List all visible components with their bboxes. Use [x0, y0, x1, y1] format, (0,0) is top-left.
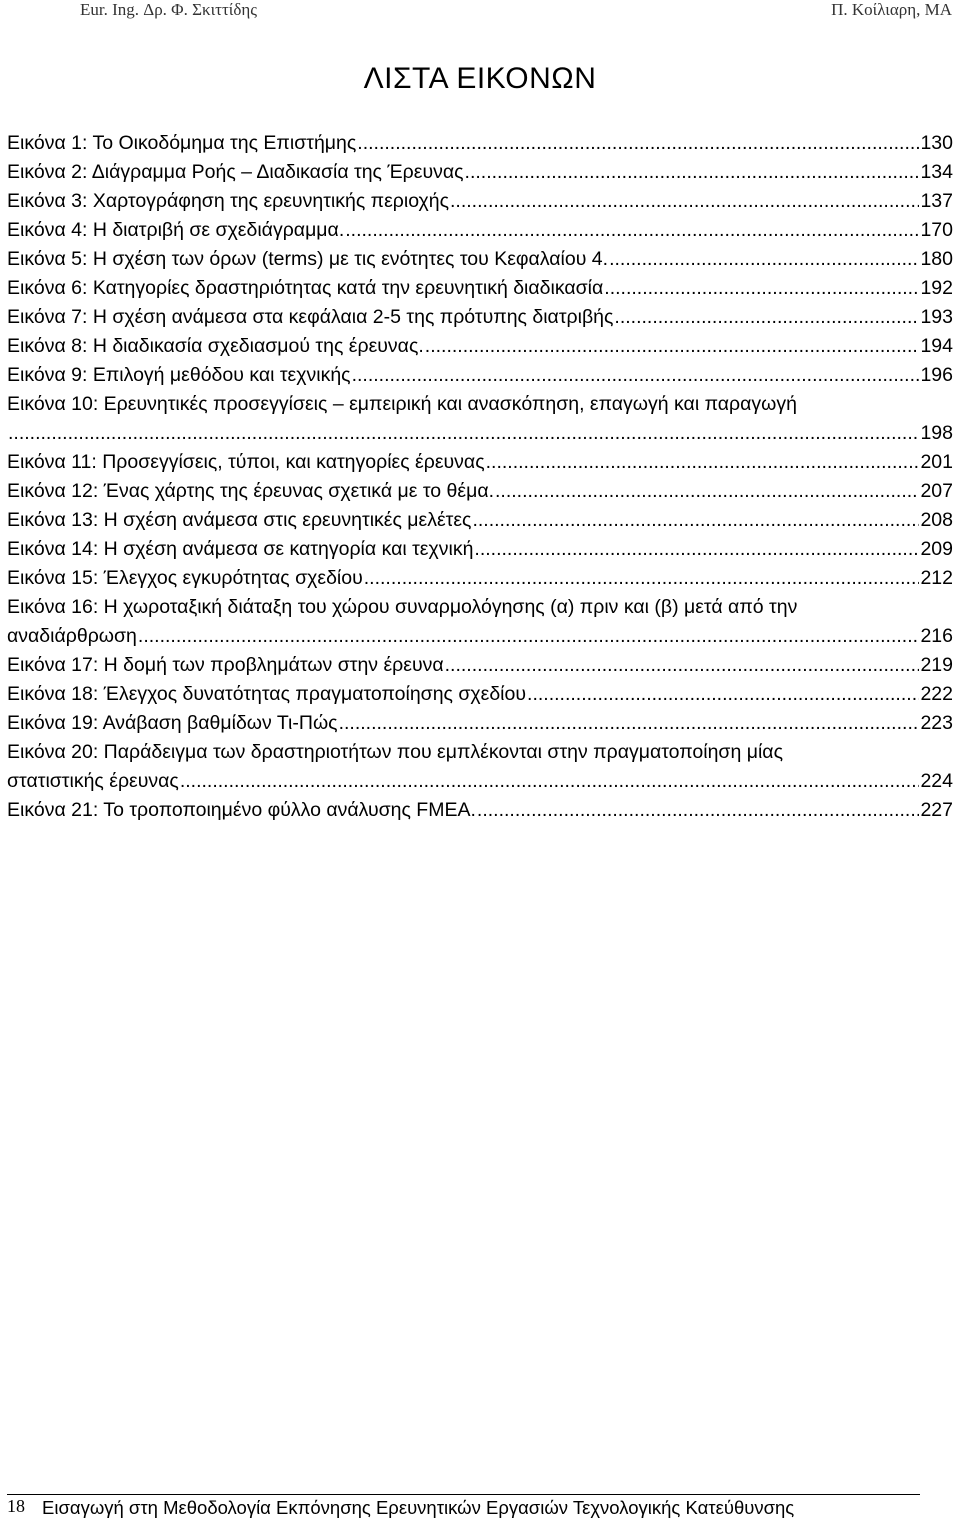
figure-entry-title: Εικόνα 10: Ερευνητικές προσεγγίσεις – εμπειρική και ανασκόπηση, επαγωγή και παραγωγή: [7, 393, 797, 415]
figure-entry-page: 134: [920, 161, 953, 183]
figure-entry-line: [7, 187, 953, 216]
figure-entry-line: [7, 767, 953, 796]
figure-entry-line: [7, 651, 953, 680]
figure-entry[interactable]: [7, 593, 953, 651]
figure-entry-page: 227: [920, 799, 953, 821]
figure-entry-title: Εικόνα 6: Κατηγορίες δραστηριότητας κατά την ερευνητική διαδικασία: [7, 277, 604, 299]
figure-entry[interactable]: [7, 506, 953, 535]
figure-entry-page: 137: [920, 190, 953, 212]
figure-entry-page: 180: [920, 248, 953, 270]
figure-entry[interactable]: [7, 680, 953, 709]
figure-entry-line: [7, 680, 953, 709]
figure-entry-line: [7, 332, 953, 361]
dot-leader: [357, 129, 919, 158]
figure-entry-page: 212: [920, 567, 953, 589]
figure-entry[interactable]: [7, 129, 953, 158]
dot-leader: [486, 448, 920, 477]
footer-page-number: 18: [7, 1496, 25, 1516]
figure-entry-line: [7, 448, 953, 477]
dot-leader: [465, 158, 920, 187]
figure-entry-line: [7, 535, 953, 564]
dot-leader: [138, 622, 920, 651]
dot-leader: [472, 506, 919, 535]
figure-entry-line: [7, 419, 953, 448]
figure-entry-page: 170: [920, 219, 953, 241]
figure-entry-title: Εικόνα 19: Ανάβαση βαθμίδων Τι-Πώς: [7, 712, 338, 734]
dot-leader: [495, 477, 919, 506]
dot-leader: [352, 361, 920, 390]
figure-entry-title: Εικόνα 20: Παράδειγμα των δραστηριοτήτων που εμπλέκονται στην πραγματοποίηση μίας: [7, 741, 783, 763]
figure-entry-title: Εικόνα 1: Το Οικοδόμημα της Επιστήμης: [7, 132, 357, 154]
figure-entry-line: [7, 361, 953, 390]
figure-entry-page: 216: [920, 625, 953, 647]
dot-leader: [364, 564, 920, 593]
figure-entry-line: [7, 709, 953, 738]
figure-entry-page: 223: [920, 712, 953, 734]
figure-entry-page: 130: [920, 132, 953, 154]
figure-entry-title: Εικόνα 18: Έλεγχος δυνατότητας πραγματοποίησης σχεδίου: [7, 683, 527, 705]
header-author-left: Eur. Ing. Δρ. Φ. Σκιττίδης: [80, 0, 258, 19]
figure-entry-line: [7, 622, 953, 651]
figure-entry-line: [7, 274, 953, 303]
dot-leader: [604, 274, 919, 303]
figure-entry-line: [7, 506, 953, 535]
figure-entry-title: Εικόνα 17: Η δομή των προβλημάτων στην έρευνα: [7, 654, 444, 676]
dot-leader: [8, 419, 919, 448]
dot-leader: [425, 332, 920, 361]
list-of-figures: [7, 129, 953, 825]
figure-entry[interactable]: [7, 796, 953, 825]
figure-entry-title: Εικόνα 11: Προσεγγίσεις, τύποι, και κατηγορίες έρευνας: [7, 451, 485, 473]
figure-entry-title: Εικόνα 8: Η διαδικασία σχεδιασμού της έρευνας.: [7, 335, 424, 357]
figure-entry-title: Εικόνα 9: Επιλογή μεθόδου και τεχνικής: [7, 364, 351, 386]
figure-entry-title: Εικόνα 4: Η διατριβή σε σχεδιάγραμμα.: [7, 219, 345, 241]
running-header: [80, 0, 952, 24]
footer-book-title: Εισαγωγή στη Μεθοδολογία Εκπόνησης Ερευνητικών Εργασιών Τεχνολογικής Κατεύθυνσης: [42, 1497, 795, 1518]
figure-entry-page: 219: [920, 654, 953, 676]
figure-entry-continuation: αναδιάρθρωση: [7, 625, 137, 647]
dot-leader: [474, 535, 919, 564]
figure-entry[interactable]: [7, 158, 953, 187]
figure-entry-title: Εικόνα 2: Διάγραμμα Ροής – Διαδικασία της Έρευνας: [7, 161, 464, 183]
figure-entry[interactable]: [7, 303, 953, 332]
figure-entry-title: Εικόνα 16: Η χωροταξική διάταξη του χώρου συναρμολόγησης (α) πριν και (β) μετά από την: [7, 596, 798, 618]
figure-entry[interactable]: [7, 448, 953, 477]
dot-leader: [614, 303, 919, 332]
figure-entry-title: Εικόνα 15: Έλεγχος εγκυρότητας σχεδίου: [7, 567, 363, 589]
figure-entry[interactable]: [7, 738, 953, 796]
figure-entry-line: [7, 796, 953, 825]
figure-entry-page: 194: [920, 335, 953, 357]
dot-leader: [180, 767, 920, 796]
dot-leader: [450, 187, 919, 216]
figure-entry[interactable]: [7, 361, 953, 390]
figure-entry-page: 222: [920, 683, 953, 705]
figure-entry-title: Εικόνα 14: Η σχέση ανάμεσα σε κατηγορία και τεχνική: [7, 538, 474, 560]
figure-entry-line: [7, 245, 953, 274]
figure-entry-page: 201: [920, 451, 953, 473]
figure-entry-page: 193: [920, 306, 953, 328]
page-title: ΛΙΣΤΑ ΕΙΚΟΝΩΝ: [363, 62, 597, 95]
figure-entry[interactable]: [7, 245, 953, 274]
figure-entry-title: Εικόνα 13: Η σχέση ανάμεσα στις ερευνητικές μελέτες: [7, 509, 472, 531]
dot-leader: [527, 680, 919, 709]
figure-entry-continuation: στατιστικής έρευνας: [7, 770, 179, 792]
header-author-right: Π. Κοίλιαρη, ΜΑ: [831, 0, 952, 19]
figure-entry-page: 209: [920, 538, 953, 560]
figure-entry-line: [7, 158, 953, 187]
figure-entry[interactable]: [7, 535, 953, 564]
figure-entry[interactable]: [7, 390, 953, 448]
figure-entry-page: 196: [920, 364, 953, 386]
figure-entry-page: 192: [920, 277, 953, 299]
dot-leader: [445, 651, 920, 680]
figure-entry-title: Εικόνα 7: Η σχέση ανάμεσα στα κεφάλαια 2-5 της πρότυπης διατριβής: [7, 306, 614, 328]
figure-entry-page: 207: [920, 480, 953, 502]
figure-entry-line: [7, 477, 953, 506]
footer-divider: [7, 1494, 920, 1495]
figure-entry-title: Εικόνα 3: Χαρτογράφηση της ερευνητικής περιοχής: [7, 190, 450, 212]
figure-entry-line: [7, 564, 953, 593]
dot-leader: [339, 709, 920, 738]
figure-entry-line: [7, 129, 953, 158]
dot-leader: [477, 796, 920, 825]
figure-entry-line: [7, 216, 953, 245]
figure-entry-title: Εικόνα 5: Η σχέση των όρων (terms) με τις ενότητες του Κεφαλαίου 4.: [7, 248, 609, 270]
figure-entry-title: Εικόνα 12: Ένας χάρτης της έρευνας σχετικά με το θέμα.: [7, 480, 495, 502]
figure-entry-line: [7, 303, 953, 332]
figure-entry-page: 224: [920, 770, 953, 792]
figure-entry[interactable]: [7, 651, 953, 680]
figure-entry[interactable]: [7, 332, 953, 361]
figure-entry[interactable]: [7, 216, 953, 245]
figure-entry-title: Εικόνα 21: Το τροποποιημένο φύλλο ανάλυσης FMEA.: [7, 799, 476, 821]
figure-entry[interactable]: [7, 477, 953, 506]
dot-leader: [609, 245, 919, 274]
figure-entry[interactable]: [7, 709, 953, 738]
figure-entry[interactable]: [7, 187, 953, 216]
figure-entry[interactable]: [7, 564, 953, 593]
figure-entry-page: 208: [920, 509, 953, 531]
figure-entry[interactable]: [7, 274, 953, 303]
dot-leader: [345, 216, 919, 245]
figure-entry-page: 198: [920, 422, 953, 444]
